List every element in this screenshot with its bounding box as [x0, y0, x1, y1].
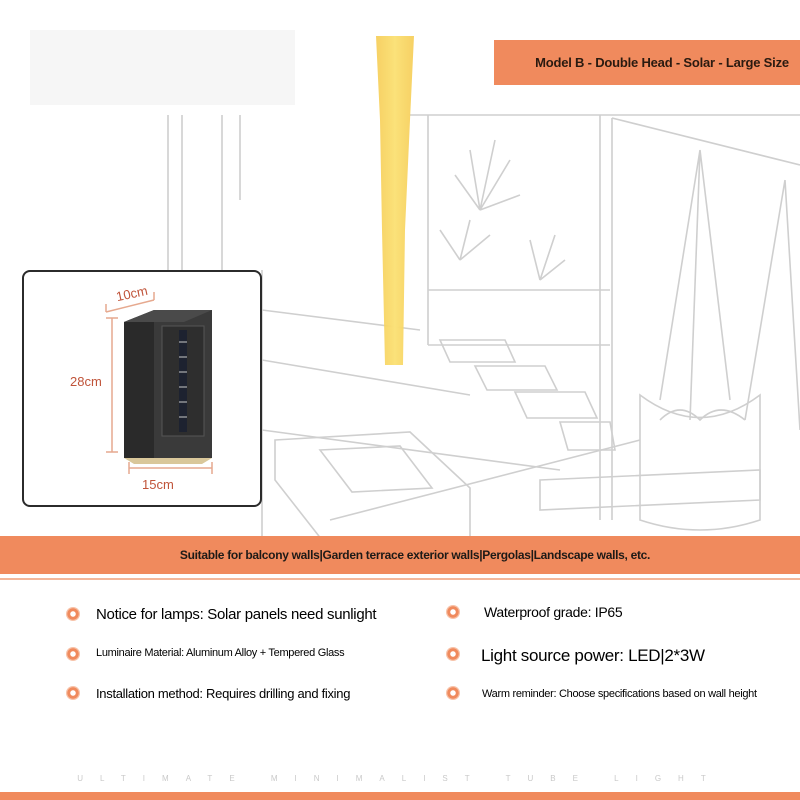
model-banner — [494, 40, 800, 85]
footer-bar — [0, 792, 800, 800]
spec-installation: Installation method: Requires drilling and fixing — [96, 686, 351, 701]
bullet-icon — [446, 686, 460, 700]
width-label: 15cm — [142, 477, 174, 492]
usage-banner — [0, 536, 800, 574]
spec-material: Luminaire Material: Aluminum Alloy + Tempered Glass — [96, 647, 345, 659]
spec-waterproof: Waterproof grade: IP65 — [484, 604, 623, 620]
bullet-icon — [66, 607, 80, 621]
lamp-dimensions-card — [22, 270, 262, 507]
bullet-icon — [446, 647, 460, 661]
lamp-illustration — [24, 272, 262, 507]
bullet-icon — [66, 647, 80, 661]
usage-banner-text: Suitable for balcony walls|Garden terrace exterior walls|Pergolas|Landscape walls, etc. — [179, 548, 651, 562]
height-label: 28cm — [70, 374, 102, 389]
bullet-icon — [66, 686, 80, 700]
divider — [0, 578, 800, 580]
bullet-icon — [446, 605, 460, 619]
model-banner-text: Model B - Double Head - Solar - Large Size — [535, 55, 789, 70]
spec-notice: Notice for lamps: Solar panels need sunlight — [96, 606, 377, 623]
spec-power: Light source power: LED|2*3W — [481, 646, 705, 665]
depth-label: 10cm — [114, 282, 150, 305]
footer-tagline: ULTIMATE MINIMALIST TUBE LIGHT — [77, 774, 723, 783]
spec-reminder: Warm reminder: Choose specifications based on wall height — [482, 688, 757, 700]
